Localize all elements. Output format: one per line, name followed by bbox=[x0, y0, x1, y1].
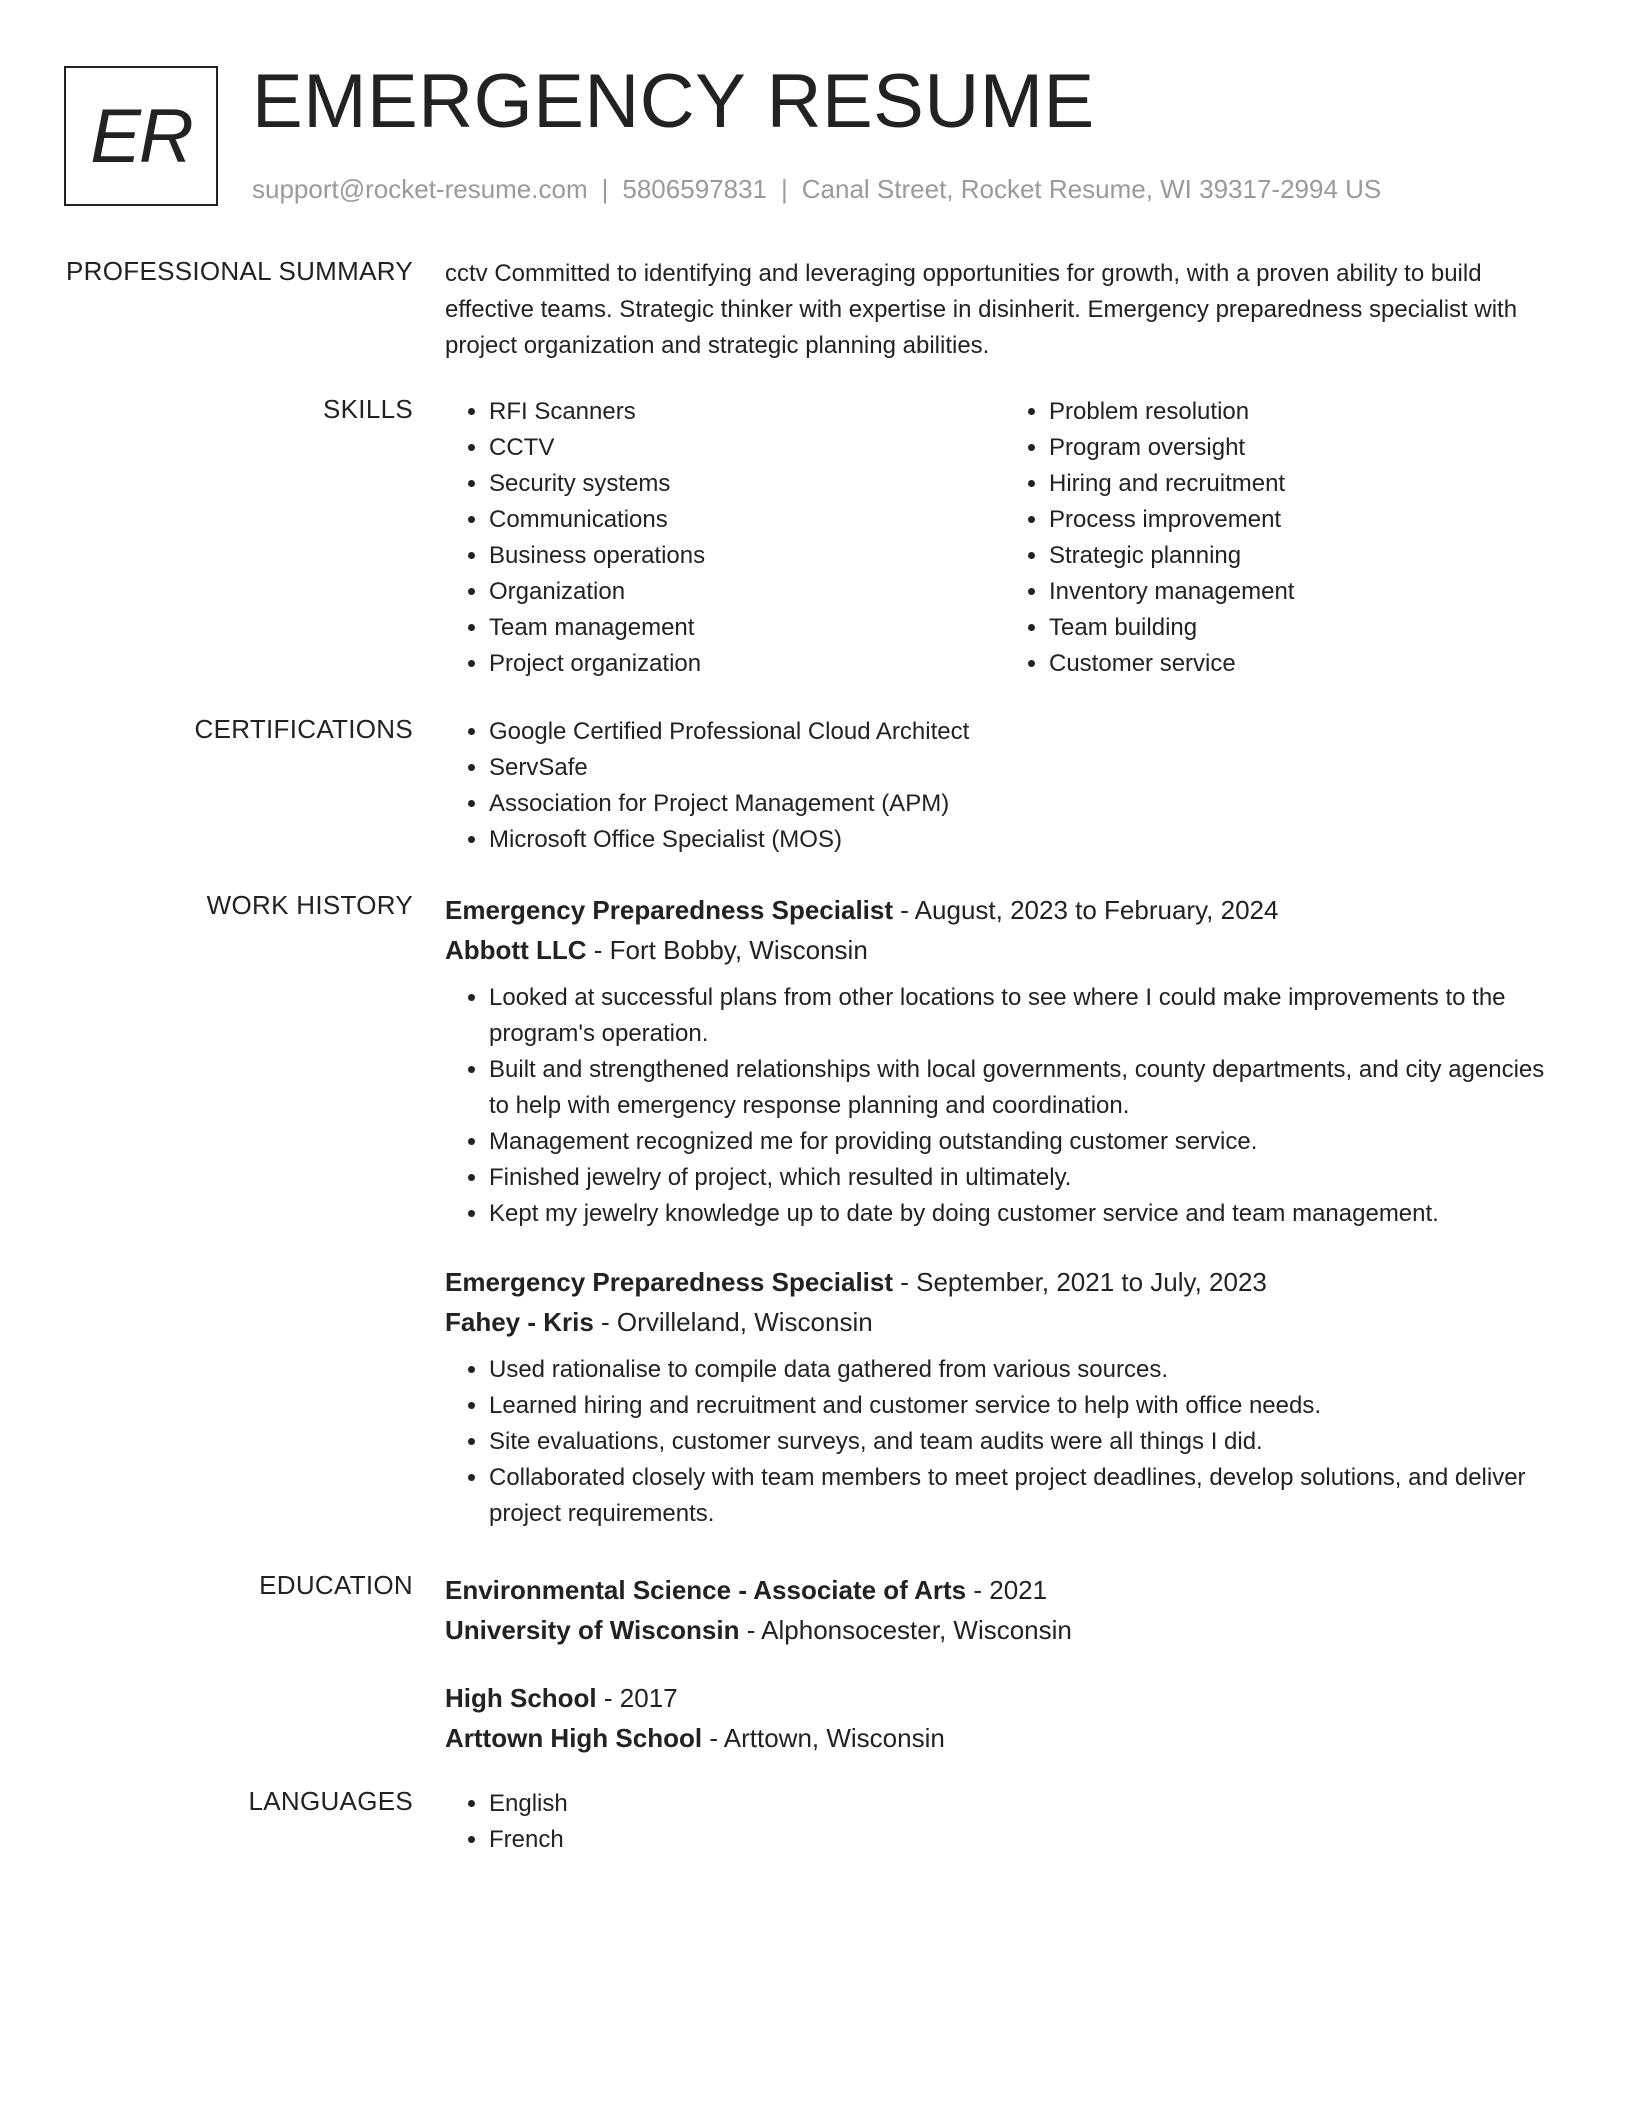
list-item: • Program oversight bbox=[1049, 430, 1565, 466]
graduation-year: - 2021 bbox=[966, 1575, 1048, 1605]
list-item: • Business operations bbox=[489, 538, 1005, 574]
contact-email[interactable]: support@rocket-resume.com bbox=[252, 174, 588, 204]
list-item: • English bbox=[489, 1786, 1565, 1822]
list-item: • Finished jewelry of project, which resulted in ultimately. bbox=[489, 1160, 1565, 1196]
job-company: Abbott LLC bbox=[445, 935, 587, 965]
monogram-badge: ER bbox=[64, 66, 218, 206]
list-item: • Google Certified Professional Cloud Architect bbox=[489, 714, 1565, 750]
list-item: • ServSafe bbox=[489, 750, 1565, 786]
contact-separator: | bbox=[781, 174, 788, 204]
school-location: - Alphonsocester, Wisconsin bbox=[739, 1615, 1072, 1645]
skills-columns bbox=[445, 394, 1565, 682]
job-title: Emergency Preparedness Specialist bbox=[445, 1267, 894, 1297]
school-name: University of Wisconsin bbox=[445, 1615, 740, 1645]
job-title-line bbox=[445, 1262, 1565, 1302]
summary-text: cctv Committed to identifying and leveraging opportunities for growth, with a proven ability to build effective teams. Strategic thinker with expertise in disinherit. Emergency preparedness specialist with project organization and strategic planning abilities. bbox=[445, 260, 1518, 359]
job-title: Emergency Preparedness Specialist bbox=[445, 895, 894, 925]
section-label: PROFESSIONAL SUMMARY bbox=[66, 256, 413, 286]
section-content bbox=[445, 1786, 1565, 1858]
school-line bbox=[445, 1610, 1565, 1650]
list-item: • Strategic planning bbox=[1049, 538, 1565, 574]
degree-line bbox=[445, 1570, 1565, 1610]
contact-address: Canal Street, Rocket Resume, WI 39317-2994 US bbox=[801, 174, 1382, 204]
contact-separator: | bbox=[601, 174, 609, 204]
list-item: • Customer service bbox=[1049, 646, 1565, 682]
list-item: • Team management bbox=[489, 610, 1005, 646]
section-label: SKILLS bbox=[323, 394, 413, 424]
languages-list bbox=[445, 1786, 1565, 1858]
list-item: • Built and strengthened relationships with local governments, county departments, and city agencies to help with emergency response planning and coordination. bbox=[489, 1052, 1565, 1124]
job-company-line bbox=[445, 1302, 1565, 1342]
list-item: • Looked at successful plans from other locations to see where I could make improvements to the program's operation. bbox=[489, 980, 1565, 1052]
degree-line bbox=[445, 1678, 1565, 1718]
job-dates: - September, 2021 to July, 2023 bbox=[893, 1267, 1267, 1297]
list-item: • Site evaluations, customer surveys, and team audits were all things I did. bbox=[489, 1424, 1565, 1460]
job-entry bbox=[445, 890, 1565, 1232]
section-content bbox=[445, 256, 1565, 364]
section-content bbox=[445, 1570, 1565, 1786]
list-item: • Inventory management bbox=[1049, 574, 1565, 610]
job-title-line bbox=[445, 890, 1565, 930]
skills-list-left bbox=[445, 394, 1005, 682]
list-item: • Association for Project Management (APM) bbox=[489, 786, 1565, 822]
degree: High School bbox=[445, 1683, 597, 1713]
list-item: • Microsoft Office Specialist (MOS) bbox=[489, 822, 1565, 858]
job-bullets bbox=[445, 1352, 1565, 1532]
section-label: CERTIFICATIONS bbox=[194, 714, 413, 744]
list-item: • Problem resolution bbox=[1049, 394, 1565, 430]
job-company-line bbox=[445, 930, 1565, 970]
education-entry bbox=[445, 1678, 1565, 1758]
section-label: EDUCATION bbox=[259, 1570, 413, 1600]
job-bullets bbox=[445, 980, 1565, 1232]
job-location: - Orvilleland, Wisconsin bbox=[593, 1307, 873, 1337]
list-item: • Used rationalise to compile data gathered from various sources. bbox=[489, 1352, 1565, 1388]
section-label: WORK HISTORY bbox=[206, 890, 413, 920]
job-company: Fahey - Kris bbox=[445, 1307, 594, 1337]
list-item: • Organization bbox=[489, 574, 1005, 610]
list-item: • Project organization bbox=[489, 646, 1005, 682]
list-item: • Collaborated closely with team members to meet project deadlines, develop solutions, and deliver project requirements. bbox=[489, 1460, 1565, 1532]
list-item: • CCTV bbox=[489, 430, 1005, 466]
school-line bbox=[445, 1718, 1565, 1758]
section-content bbox=[445, 890, 1565, 1562]
list-item: • Hiring and recruitment bbox=[1049, 466, 1565, 502]
job-entry bbox=[445, 1262, 1565, 1532]
list-item: • Security systems bbox=[489, 466, 1005, 502]
list-item: • French bbox=[489, 1822, 1565, 1858]
contact-phone[interactable]: 5806597831 bbox=[622, 174, 767, 204]
school-name: Arttown High School bbox=[445, 1723, 703, 1753]
certifications-list bbox=[445, 714, 1565, 858]
list-item: • Kept my jewelry knowledge up to date by doing customer service and team management. bbox=[489, 1196, 1565, 1232]
section-content bbox=[445, 714, 1565, 858]
graduation-year: - 2017 bbox=[596, 1683, 678, 1713]
list-item: • RFI Scanners bbox=[489, 394, 1005, 430]
degree: Environmental Science - Associate of Arts bbox=[445, 1575, 967, 1605]
list-item: • Process improvement bbox=[1049, 502, 1565, 538]
list-item: • Learned hiring and recruitment and customer service to help with office needs. bbox=[489, 1388, 1565, 1424]
job-location: - Fort Bobby, Wisconsin bbox=[586, 935, 868, 965]
list-item: • Team building bbox=[1049, 610, 1565, 646]
list-item: • Management recognized me for providing outstanding customer service. bbox=[489, 1124, 1565, 1160]
job-dates: - August, 2023 to February, 2024 bbox=[893, 895, 1279, 925]
section-label: LANGUAGES bbox=[248, 1786, 413, 1816]
education-entry bbox=[445, 1570, 1565, 1650]
school-location: - Arttown, Wisconsin bbox=[702, 1723, 945, 1753]
list-item: • Communications bbox=[489, 502, 1005, 538]
contact-line bbox=[252, 174, 1381, 205]
resume-name: EMERGENCY RESUME bbox=[252, 59, 1095, 144]
resume-header bbox=[64, 59, 1564, 208]
skills-list-right bbox=[1005, 394, 1565, 682]
